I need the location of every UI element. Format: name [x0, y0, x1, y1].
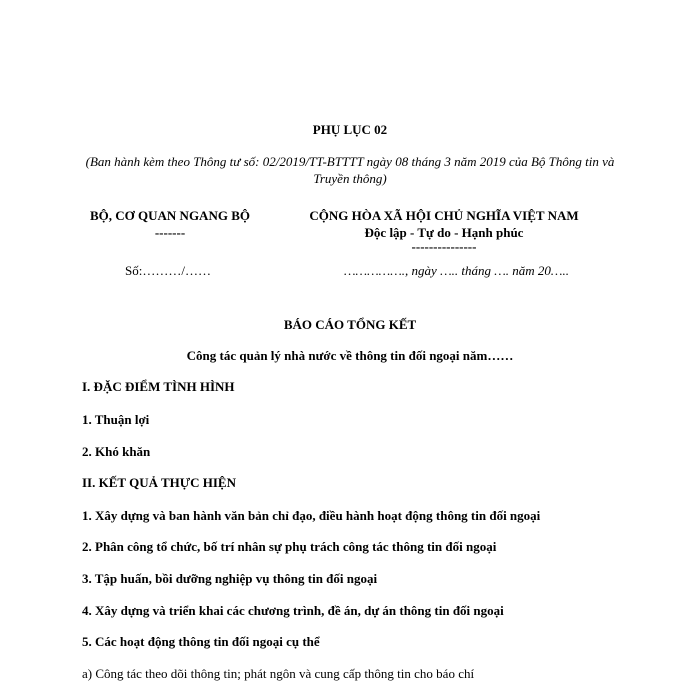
agency-divider: -------: [154, 225, 186, 240]
date-line: ……………., ngày ….. tháng …. năm 20…..: [344, 263, 569, 278]
appendix-title: PHỤ LỤC 02: [312, 122, 388, 137]
section-item-advantages: 1. Thuận lợi: [82, 412, 150, 427]
national-motto: Độc lập - Tự do - Hạnh phúc: [364, 225, 524, 240]
agency-name: BỘ, CƠ QUAN NGANG BỘ: [90, 208, 250, 223]
section-item-1: 1. Xây dựng và ban hành văn bản chỉ đạo, điều hành hoạt động thông tin đối ngoại: [82, 508, 541, 523]
report-title: BÁO CÁO TỔNG KẾT: [283, 317, 417, 332]
report-subtitle: Công tác quản lý nhà nước về thông tin đối ngoại năm……: [186, 348, 514, 363]
section-item-3: 3. Tập huấn, bồi dưỡng nghiệp vụ thông tin đối ngoại: [82, 571, 378, 586]
section-item-2: 2. Phân công tổ chức, bố trí nhân sự phụ trách công tác thông tin đối ngoại: [82, 539, 497, 554]
sub-item-a: a) Công tác theo dõi thông tin; phát ngôn và cung cấp thông tin cho báo chí: [82, 666, 475, 681]
section-heading-2: II. KẾT QUẢ THỰC HIỆN: [82, 475, 236, 490]
section-item-5: 5. Các hoạt động thông tin đối ngoại cụ thể: [82, 634, 320, 649]
issued-by-note: (Ban hành kèm theo Thông tư số: 02/2019/TT-BTTTT ngày 08 tháng 3 năm 2019 của Bộ Thông tin và Truyền thông): [85, 154, 615, 186]
section-heading-1: I. ĐẶC ĐIỂM TÌNH HÌNH: [82, 379, 235, 394]
motto-divider: ---------------: [411, 239, 477, 254]
section-item-difficulties: 2. Khó khăn: [82, 444, 151, 459]
section-item-4: 4. Xây dựng và triển khai các chương trình, đề án, dự án thông tin đối ngoại: [82, 603, 504, 618]
document-number: Số:………/……: [125, 263, 211, 278]
nation-name: CỘNG HÒA XÃ HỘI CHỦ NGHĨA VIỆT NAM: [309, 208, 579, 223]
